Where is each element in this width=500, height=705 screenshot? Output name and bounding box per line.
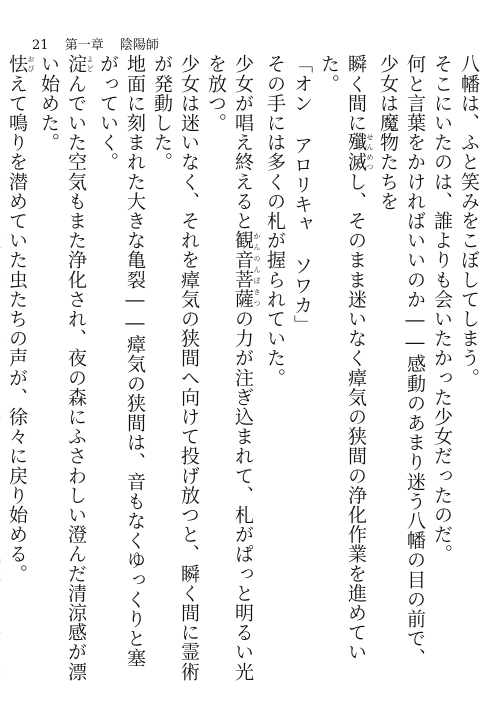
text-line: その手には多くの札が握られていた。 xyxy=(264,54,286,388)
text-line: 「オン アロリキャ ソワカ」 xyxy=(291,54,313,335)
ruby-word: 怯 おび xyxy=(6,54,35,74)
text-line: 怯 おびえて鳴りを潜めていた虫たちの声が、徐々に戻り始める。 xyxy=(6,54,35,584)
text-line: 何と言葉をかければいいのか――感動のあまり迷う八幡の目の前で、少女は魔物たちを xyxy=(377,54,426,668)
text-line: 地面に刻まれた大きな亀裂――瘴気の狭間は、音もなくゆっくりと塞がっていく。 xyxy=(97,54,146,668)
text-line xyxy=(0,54,3,684)
ruby-word: 殲滅 せんめつ xyxy=(345,132,374,172)
ruby-word: 淀 よど xyxy=(65,54,94,74)
text-line: 瞬く間に殲滅 せんめつし、そのまま迷いなく瘴気の狭間の浄化作業を進めていた。 xyxy=(318,54,374,662)
text-line: 少女は迷いなく、それを瘴気の狭間へ向けて投げ放つと、瞬く間に霊術が発動した。 xyxy=(151,54,200,682)
ruby-reading: よど xyxy=(86,54,94,74)
text-line: 淀 よどんでいた空気もまた浄化され、夜の森にふさわしい澄んだ清涼感が漂い始めた。 xyxy=(38,54,94,682)
running-header xyxy=(32,34,171,56)
vertical-text-body xyxy=(6,54,482,684)
chapter-title: 陰陽師 xyxy=(119,38,159,53)
ruby-reading: かんのんぼさつ xyxy=(253,230,261,309)
ruby-reading: おび xyxy=(27,54,35,74)
text-line: 少女が唱え終えると観音菩薩 かんのんぼさつの力が注ぎ込まれて、札がぱっと明るい光を放つ。 xyxy=(205,54,261,682)
ruby-word: 観音菩薩 かんのんぼさつ xyxy=(232,230,261,309)
text-line: そこにいたのは、誰よりも会いたかった少女だったのだ。 xyxy=(431,54,453,564)
chapter-label: 第一章 xyxy=(64,38,104,53)
ruby-reading: せんめつ xyxy=(366,132,374,172)
page-number: 21 xyxy=(32,38,49,53)
text-line: 八幡は、ふと笑みをこぼしてしまう。 xyxy=(458,54,480,388)
